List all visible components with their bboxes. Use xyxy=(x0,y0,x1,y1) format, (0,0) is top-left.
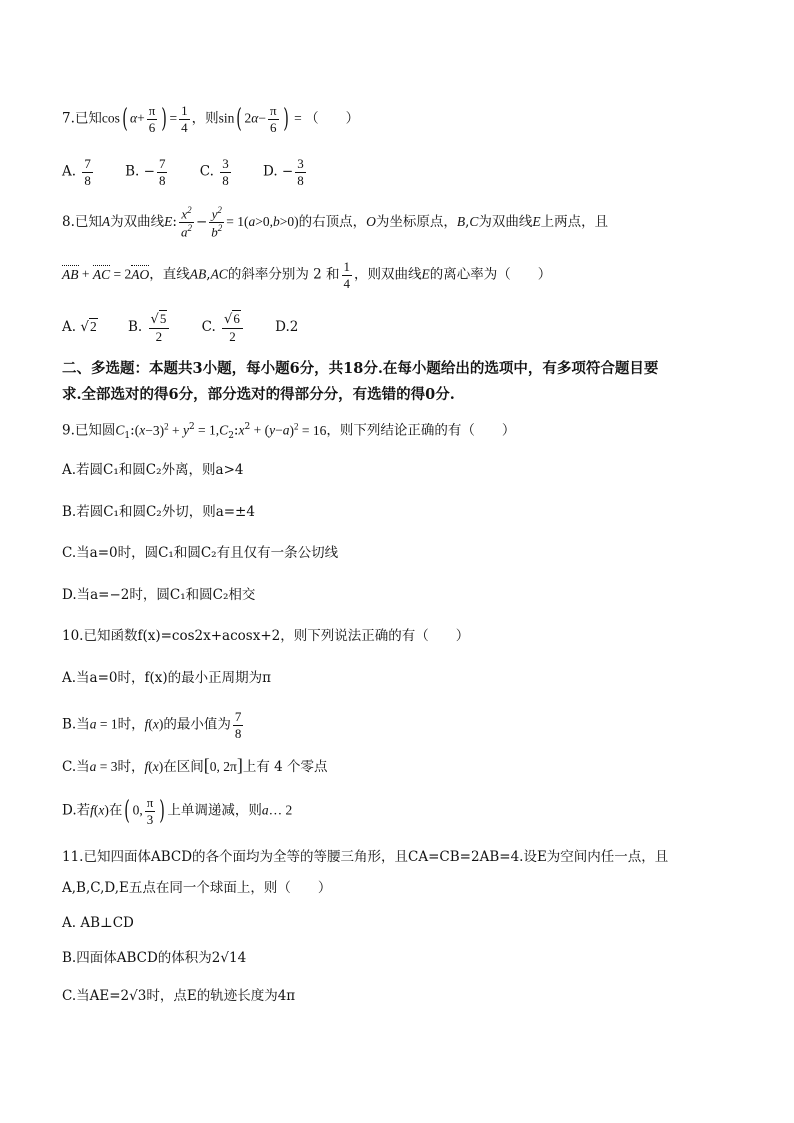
q7-mid: ，则 xyxy=(191,110,219,127)
q11-option-b: B.四面体ABCD的体积为2√14 xyxy=(62,950,247,966)
section2-heading-line1: 二、多选题：本题共3小题，每小题6分，共18分.在每小题给出的选项中，有多项符合题目要 xyxy=(62,360,659,377)
q11-stem-line1: 11.已知四面体ABCD的各个面均为全等的等腰三角形，且CA=CB=2AB=4.设E为空间内任一点，且 xyxy=(62,849,669,865)
q8-option-c: C. $\frac{√6}{2}$ xyxy=(202,312,245,343)
q10-option-c: C.当a = 3时，f(x)在区间[0, 2π]上有 4 个零点 xyxy=(62,755,328,775)
q8-option-b: B. $\frac{√5}{2}$ xyxy=(128,312,171,343)
q7-option-d: D. − $\frac{3}{8}$ xyxy=(263,156,304,188)
q9-option-a: A.若圆C₁和圆C₂外离，则a>4 xyxy=(62,462,244,478)
q10-stem: 10.已知函数f(x)=cos2x+acosx+2，则下列说法正确的有（ ） xyxy=(62,628,470,644)
q9-stem: 9.已知圆$C_1:(x-3)^2 + y^2$ = $1,C_2:x^2 + (y-a)^2 = 16$，则下列结论正确的有（ ） xyxy=(62,421,516,442)
q9-option-d: D.当a=−2时，圆C₁和圆C₂相交 xyxy=(62,587,256,603)
q8-option-a: A. √2 xyxy=(62,319,97,336)
q8-stem-line1: 8.已知A为双曲线E: $\frac{x^2}{a^2}$ − $\frac{y^2}{b^2}$ = 1(a>0,b>0)的右顶点，O为坐标原点，B,C为双曲线E上两点，且 xyxy=(62,205,609,240)
q10-option-a: A.当a=0时，f(x)的最小正周期为π xyxy=(62,670,272,686)
q11-stem-line2: A,B,C,D,E五点在同一个球面上，则（ ） xyxy=(62,880,332,896)
q7-option-b: B. − $\frac{7}{8}$ xyxy=(125,156,166,188)
q8-option-d: D.2 xyxy=(275,319,299,336)
q7-options xyxy=(62,157,334,187)
q7-number: 7. xyxy=(62,110,75,127)
q11-option-a: A. AB⊥CD xyxy=(62,915,134,931)
q9-option-b: B.若圆C₁和圆C₂外切，则a=±4 xyxy=(62,504,255,520)
section2-heading-line2: 求.全部选对的得6分，部分选对的得部分分，有选错的得0分. xyxy=(62,386,455,403)
q8-stem-line2: AB + AC = 2AO，直线AB,AC的斜率分别为 2 和 $\frac{1}{4}$ ，则双曲线E的离心率为（ ） xyxy=(62,259,552,291)
q7-prefix: 已知 xyxy=(74,110,102,127)
q9-number: 9. xyxy=(62,422,75,439)
q8-number: 8. xyxy=(62,213,75,230)
q11-option-c: C.当AE=2√3时，点E的轨迹长度为4π xyxy=(62,988,296,1004)
q10-option-d: D.若f(x)在( 0, $\frac{\pi}{3}$ ) 上单调递减，则a… 2 xyxy=(62,795,293,827)
q9-option-c: C.当a=0时，圆C₁和圆C₂有且仅有一条公切线 xyxy=(62,545,339,561)
q8-options xyxy=(62,312,324,343)
q7-option-a: A. $\frac{7}{8}$ xyxy=(62,156,91,188)
q10-option-b: B.当a = 1时，f(x)的最小值为 $\frac{7}{8}$ xyxy=(62,709,242,741)
q7-bracket: （ ） xyxy=(305,110,360,127)
q7-stem: 7.已知cos( α+ $\frac{\pi}{6}$ ) = $\frac{1}{4}$ ，则sin( 2α− $\frac{\pi}{6}$ ) = （ ） xyxy=(62,103,360,135)
q7-option-c: C. $\frac{3}{8}$ xyxy=(199,156,229,188)
